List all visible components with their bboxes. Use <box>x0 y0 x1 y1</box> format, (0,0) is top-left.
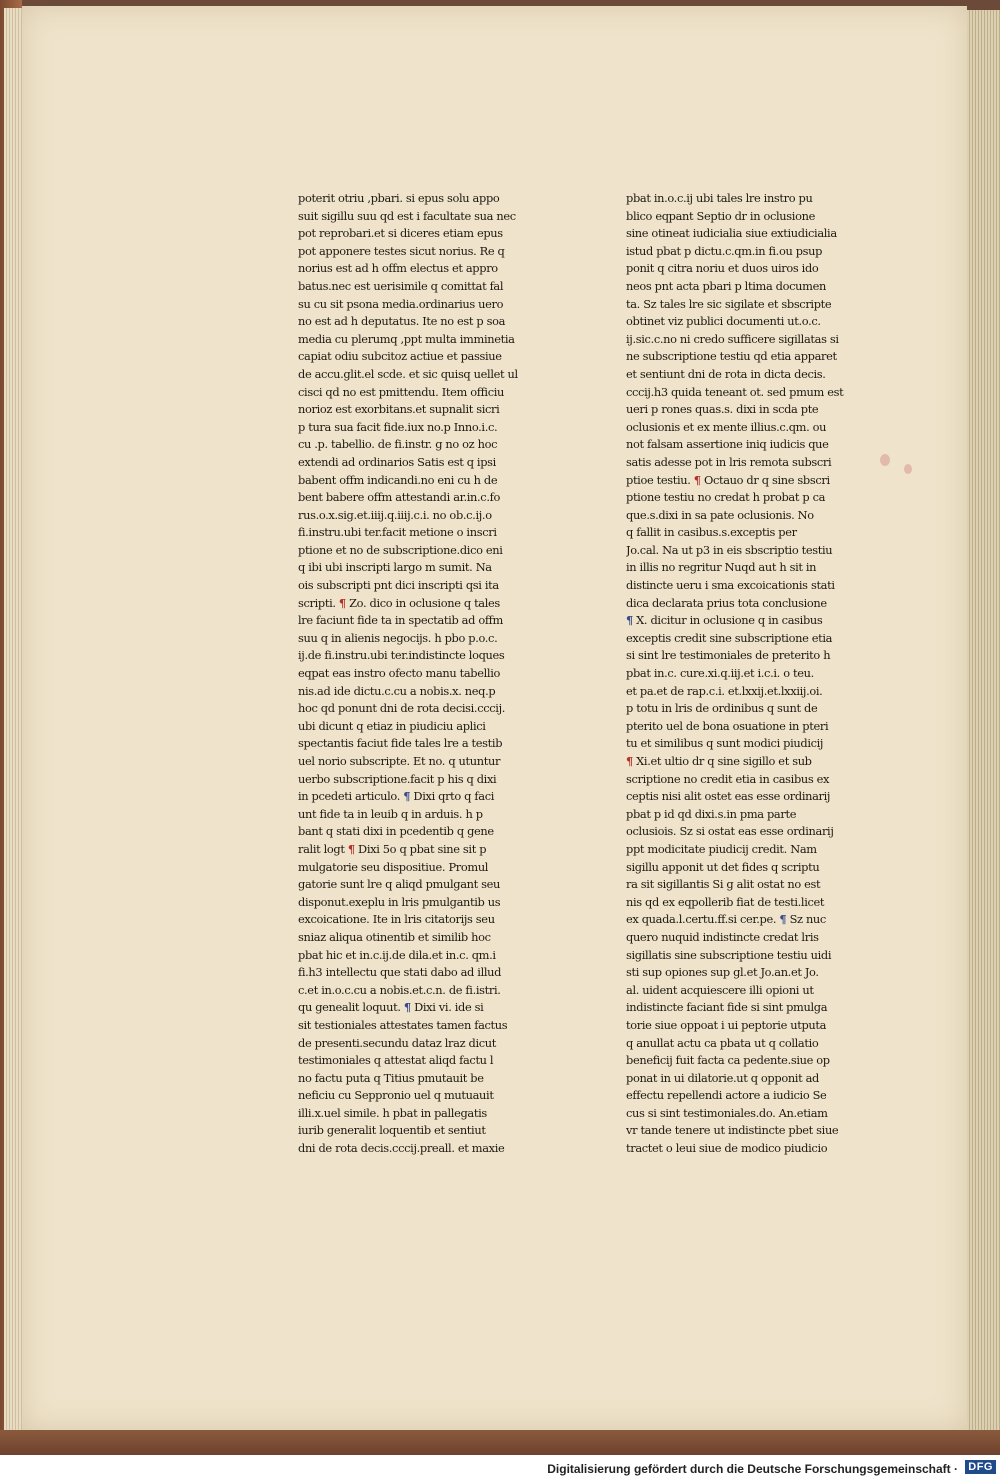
text-line: ppt modicitate piudicij credit. Nam <box>626 841 817 856</box>
paragraph-mark: ¶ <box>403 1000 411 1015</box>
stain-spot <box>904 464 912 474</box>
text-line: poterit otriu ,pbari. si epus solu appo <box>298 191 500 205</box>
text-line: beneficij fuit facta ca pedente.siue op <box>626 1053 830 1068</box>
text-line: satis adesse pot in lris remota subscri <box>626 454 832 469</box>
text-line: pot reprobari.et si diceres etiam epus <box>298 226 503 241</box>
text-line: norioz est exorbitans.et supnalit sicri <box>298 402 500 417</box>
paragraph-mark: ¶ <box>779 912 787 927</box>
text-line: spectantis faciut fide tales lre a testib <box>298 736 503 751</box>
text-line: suit sigillu suu qd est i facultate sua nec <box>298 208 516 223</box>
text-line: sine otineat iudicialia siue extiudicialia <box>626 226 837 241</box>
text-line: p totu in lris de ordinibus q sunt de <box>626 701 818 716</box>
text-line: et sentiunt dni de rota in dicta decis. <box>626 366 826 381</box>
text-line: Jo.cal. Na ut p3 in eis sbscriptio testiu <box>626 542 833 557</box>
text-line: nis qd ex eqpollerib fiat de testi.licet <box>626 894 825 909</box>
text-line: qu genealit loquut. ¶ Dixi vi. ide si <box>298 1000 484 1015</box>
text-line: sti sup opiones sup gl.et Jo.an.et Jo. <box>626 965 819 980</box>
text-line: pterito uel de bona osuatione in pteri <box>626 718 829 733</box>
text-line: uerbo subscriptione.facit p his q dixi <box>298 771 497 786</box>
text-line: et pa.et de rap.c.i. et.lxxij.et.lxxiij.oi. <box>626 683 823 698</box>
text-line: rus.o.x.sig.et.iiij.q.iiij.c.i. no ob.c.ij.o <box>298 507 492 522</box>
text-line: excoicatione. Ite in lris citatorijs seu <box>298 912 495 927</box>
text-line: oclusiois. Sz si ostat eas esse ordinarij <box>626 824 834 839</box>
text-line: ij.sic.c.no ni credo sufficere sigillatas si <box>626 331 839 346</box>
text-line: disponut.exeplu in lris pmulgantib us <box>298 894 501 909</box>
text-line: iurib generalit loquentib et sentiut <box>298 1123 486 1138</box>
text-line: fi.instru.ubi ter.facit metione o inscri <box>298 525 497 540</box>
text-line: hoc qd ponunt dni de rota decisi.cccij. <box>298 701 506 716</box>
text-line: testimoniales q attestat aliqd factu l <box>298 1053 494 1068</box>
text-line: no factu puta q Titius pmutauit be <box>298 1070 484 1085</box>
text-line: bent babere offm attestandi ar.in.c.fo <box>298 490 500 505</box>
text-line: ceptis nisi alit ostet eas esse ordinarij <box>626 789 831 804</box>
text-line: cu .p. tabellio. de fi.instr. g no oz hoc <box>298 437 498 452</box>
paragraph-mark: ¶ <box>626 613 633 628</box>
text-line: blico eqpant Septio dr in oclusione <box>626 208 815 223</box>
text-line: ra sit sigillantis Si g alit ostat no est <box>626 877 821 892</box>
text-line: de accu.glit.el scde. et sic quisq uellet ul <box>298 366 518 381</box>
text-line: cisci qd no est pmittendu. Item officiu <box>298 384 505 399</box>
text-line: norius est ad h offm electus et appro <box>298 261 498 276</box>
text-line: de presenti.secundu dataz lraz dicut <box>298 1035 496 1050</box>
text-line: extendi ad ordinarios Satis est q ipsi <box>298 454 496 469</box>
text-column-left <box>298 190 546 1158</box>
text-line: pbat in.c. cure.xi.q.iij.et i.c.i. o teu. <box>626 666 814 681</box>
text-line: si sint lre testimoniales de preterito h <box>626 648 831 663</box>
text-line: lre faciunt fide ta in spectatib ad offm <box>298 613 504 628</box>
text-line: batus.nec est uerisimile q comittat fal <box>298 278 504 293</box>
text-line: eqpat eas instro ofecto manu tabellio <box>298 666 501 681</box>
text-line: q fallit in casibus.s.exceptis per <box>626 525 797 540</box>
text-line: babent offm indicandi.no eni cu h de <box>298 472 498 487</box>
footer-bar <box>0 1455 1000 1483</box>
text-line: unt fide ta in leuib q in arduis. h p <box>298 806 483 821</box>
text-line: q ibi ubi inscripti largo m sumit. Na <box>298 560 492 575</box>
text-line: ex quada.l.certu.ff.si cer.pe. ¶ Sz nuc <box>626 912 826 927</box>
text-line: al. uident acquiescere illi opioni ut <box>626 982 814 997</box>
text-line: neficiu cu Seppronio uel q mutuauit <box>298 1088 494 1103</box>
text-line: ne subscriptione testiu qd etia apparet <box>626 349 837 364</box>
text-line: ij.de fi.instru.ubi ter.indistincte loques <box>298 648 505 663</box>
text-line: dni de rota decis.cccij.preall. et maxie <box>298 1141 505 1156</box>
text-line: indistincte faciant fide si sint pmulga <box>626 1000 828 1015</box>
text-line: distincte ueru i sma excoicationis stati <box>626 578 835 593</box>
text-line: media cu plerumq ,ppt multa imminetia <box>298 331 515 346</box>
text-line: sigillu apponit ut det fides q scriptu <box>626 859 820 874</box>
text-line: ptione et no de subscriptione.dico eni <box>298 542 503 557</box>
text-line: in pcedeti articulo. ¶ Dixi qrto q faci <box>298 789 495 804</box>
text-line: tractet o leui siue de modico piudicio <box>626 1141 828 1156</box>
footer-credit: Digitalisierung gefördert durch die Deutsche Forschungsgemeinschaft · <box>547 1462 958 1476</box>
paragraph-mark: ¶ <box>338 595 346 610</box>
text-line: capiat odiu subcitoz actiue et passiue <box>298 349 502 364</box>
text-line: suu q in alienis negocijs. h pbo p.o.c. <box>298 630 498 645</box>
text-line: quero nuquid indistincte credat lris <box>626 929 819 944</box>
text-line: ptione testiu no credat h probat p ca <box>626 490 826 505</box>
text-line: tu et similibus q sunt modici piudicij <box>626 736 824 751</box>
text-line: mulgatorie seu dispositiue. Promul <box>298 859 489 874</box>
text-line: scriptione no credit etia in casibus ex <box>626 771 830 786</box>
text-line: sigillatis sine subscriptione testiu uidi <box>626 947 832 962</box>
book-board-bottom <box>0 1430 1000 1455</box>
text-line: cccij.h3 quida teneant ot. sed pmum est <box>626 384 844 399</box>
text-line: sit testioniales attestates tamen factus <box>298 1017 508 1032</box>
paragraph-mark: ¶ <box>403 789 411 804</box>
text-line: ¶ Xi.et ultio dr q sine sigillo et sub <box>626 754 812 768</box>
paragraph-mark: ¶ <box>693 472 701 487</box>
stain-spot <box>880 454 890 466</box>
text-line: exceptis credit sine subscriptione etia <box>626 630 833 645</box>
text-line: oclusionis et ex mente illius.c.qm. ou <box>626 419 827 434</box>
text-line: uel norio subscripte. Et no. q utuntur <box>298 754 501 768</box>
text-line: istud pbat p dictu.c.qm.in fi.ou psup <box>626 243 823 258</box>
text-line: ¶ X. dicitur in oclusione q in casibus <box>626 613 823 628</box>
text-line: sniaz aliqua otinentib et similib hoc <box>298 929 491 944</box>
text-column-right <box>626 190 874 1158</box>
text-line: illi.x.uel simile. h pbat in pallegatis <box>298 1105 487 1120</box>
text-line: su cu sit psona media.ordinarius uero <box>298 296 504 311</box>
text-line: que.s.dixi in sa pate oclusionis. No <box>626 507 814 522</box>
text-line: dica declarata prius tota conclusione <box>626 595 827 610</box>
text-line: torie siue oppoat i ui peptorie utputa <box>626 1017 827 1032</box>
text-line: pot apponere testes sicut norius. Re q <box>298 243 505 258</box>
text-line: nis.ad ide dictu.c.cu a nobis.x. neq.p <box>298 683 496 698</box>
text-line: scripti. ¶ Zo. dico in oclusione q tales <box>298 595 500 610</box>
text-line: ptioe testiu. ¶ Octauo dr q sine sbscri <box>626 472 830 487</box>
text-line: ponat in ui dilatorie.ut q opponit ad <box>626 1070 819 1085</box>
text-line: q anullat actu ca pbata ut q collatio <box>626 1035 819 1050</box>
text-line: ubi dicunt q etiaz in piudiciu aplici <box>298 718 486 733</box>
text-line: pbat p id qd dixi.s.in pma parte <box>626 806 797 821</box>
text-line: not falsam assertione iniq iudicis que <box>626 437 829 452</box>
text-line: gatorie sunt lre q aliqd pmulgant seu <box>298 877 500 892</box>
text-line: ueri p rones quas.s. dixi in scda pte <box>626 402 819 417</box>
text-line: p tura sua facit fide.iux no.p Inno.i.c. <box>298 419 498 434</box>
paragraph-mark: ¶ <box>626 754 633 768</box>
text-line: bant q stati dixi in pcedentib q gene <box>298 824 494 839</box>
text-line: effectu repellendi actore a iudicio Se <box>626 1088 827 1103</box>
text-line: fi.h3 intellectu que stati dabo ad illud <box>298 965 502 980</box>
text-line: ralit logt ¶ Dixi 5o q pbat sine sit p <box>298 841 487 856</box>
paragraph-mark: ¶ <box>347 841 355 856</box>
text-line: obtinet viz publici documenti ut.o.c. <box>626 314 821 329</box>
dfg-logo: DFG <box>965 1460 996 1474</box>
text-line: pbat in.o.c.ij ubi tales lre instro pu <box>626 191 813 205</box>
text-line: in illis no regritur Nuqd aut h sit in <box>626 560 817 575</box>
text-line: vr tande tenere ut indistincte pbet siue <box>626 1123 839 1138</box>
text-line: cus si sint testimoniales.do. An.etiam <box>626 1105 828 1120</box>
text-line: no est ad h deputatus. Ite no est p soa <box>298 314 506 329</box>
text-line: ois subscripti pnt dici inscripti qsi ita <box>298 578 499 593</box>
text-line: pbat hic et in.c.ij.de dila.et in.c. qm.i <box>298 947 496 962</box>
text-line: neos pnt acta pbari p ltima documen <box>626 278 826 293</box>
text-line: ta. Sz tales lre sic sigilate et sbscripte <box>626 296 832 311</box>
text-line: ponit q citra noriu et duos uiros ido <box>626 261 819 276</box>
text-line: c.et in.o.c.cu a nobis.et.c.n. de fi.istri. <box>298 982 501 997</box>
